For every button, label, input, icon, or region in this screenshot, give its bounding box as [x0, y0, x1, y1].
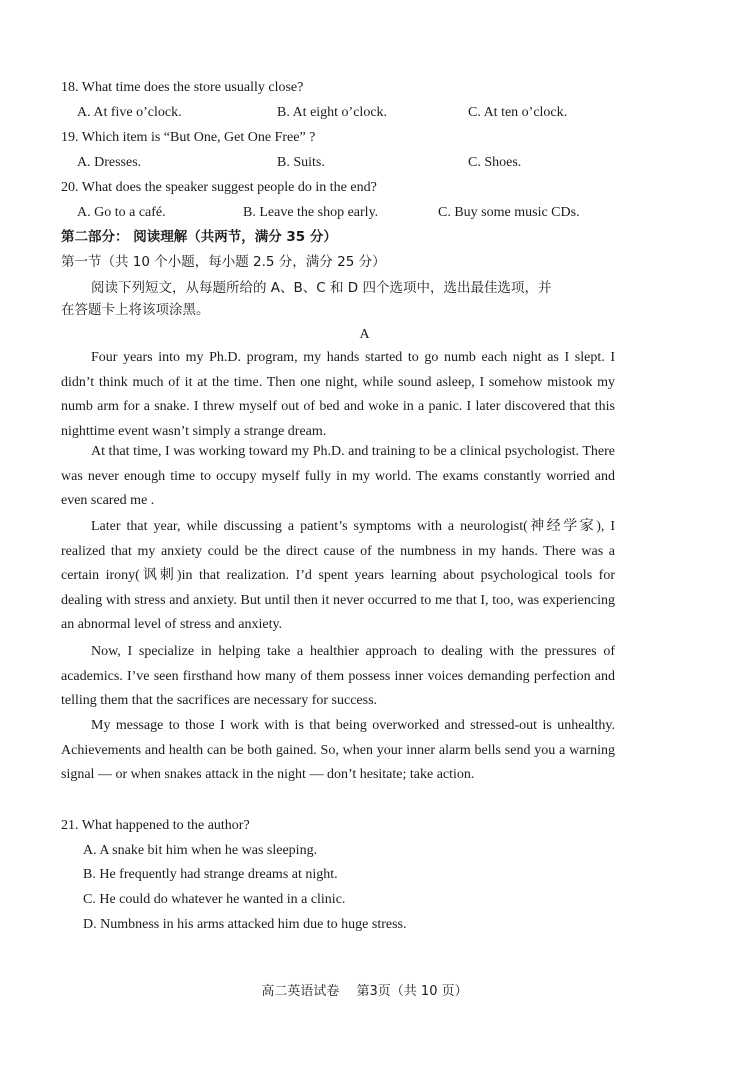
- question-18-option-b: B. At eight o’clock.: [277, 105, 388, 120]
- question-21-option-c: C. He could do whatever he wanted in a clinic.: [83, 892, 346, 907]
- question-21-option-d: D. Numbness in his arms attacked him due to huge stress.: [83, 917, 407, 932]
- instruction-line-1: 阅读下列短文，从每题所给的 A、B、C 和 D 四个选项中，选出最佳选项，并: [91, 280, 552, 296]
- question-19-stem: 19. Which item is “But One, Get One Free” ?: [61, 130, 316, 145]
- question-18-stem: 18. What time does the store usually close?: [61, 80, 304, 95]
- instruction-line-2: 在答题卡上将该项涂黑。: [61, 302, 210, 318]
- section-one-title: 第一节（共 10 个小题，每小题 2.5 分，满分 25 分）: [61, 254, 386, 270]
- passage-paragraph-2: At that time, I was working toward my Ph.D. and training to be a clinical psychologist. There was never enough time to occupy myself fully in my world. The exams constantly worried and even scared me .: [61, 444, 615, 509]
- question-20-option-b: B. Leave the shop early.: [243, 205, 379, 220]
- question-18-option-a: A. At five o’clock.: [77, 105, 182, 120]
- question-20-option-c: C. Buy some music CDs.: [438, 205, 580, 220]
- question-21-option-a: A. A snake bit him when he was sleeping.: [83, 843, 318, 858]
- question-18-option-c: C. At ten o’clock.: [468, 105, 568, 120]
- question-19-option-b: B. Suits.: [277, 155, 325, 170]
- passage-paragraph-5: My message to those I work with is that being overworked and stressed-out is unhealthy. Achievements and health can be both gained. So, when your inner alarm bells send you a warning signal — or when snakes attack in the night — don’t hesitate; take action.: [61, 718, 615, 783]
- passage-paragraph-1: Four years into my Ph.D. program, my hands started to go numb each night as I slept. I didn’t think much of it at the time. Then one night, while sound asleep, I somehow mistook my numb arm for a snake. I threw myself out of bed and woke in a panic. I later discovered that this nighttime event wasn’t simply a strange dream.: [61, 350, 615, 439]
- question-21-stem: 21. What happened to the author?: [61, 818, 250, 833]
- page-footer: 高二英语试卷 第3页（共 10 页）: [261, 984, 468, 999]
- passage-label: A: [359, 327, 370, 342]
- question-20-option-a: A. Go to a café.: [77, 205, 166, 220]
- question-19-option-c: C. Shoes.: [468, 155, 522, 170]
- part-two-title: 第二部分： 阅读理解（共两节，满分 35 分）: [61, 229, 337, 245]
- question-19-option-a: A. Dresses.: [77, 155, 142, 170]
- question-20-stem: 20. What does the speaker suggest people do in the end?: [61, 180, 377, 195]
- passage-paragraph-3: Later that year, while discussing a patient’s symptoms with a neurologist(神经学家), I realized that my anxiety could be the direct cause of the numbness in my hands. There was a certain irony(讽刺)in that realization. I’d spent years learning about psychological tools for dealing with stress and anxiety. But until then it never occurred to me that I, too, was experiencing an abnormal level of stress and anxiety.: [61, 519, 615, 633]
- passage-paragraph-4: Now, I specialize in helping take a healthier approach to dealing with the pressures of academics. I’ve seen firsthand how many of them possess inner voices demanding perfection and telling them that the sacrifices are necessary for success.: [61, 644, 615, 709]
- question-21-option-b: B. He frequently had strange dreams at night.: [83, 867, 338, 882]
